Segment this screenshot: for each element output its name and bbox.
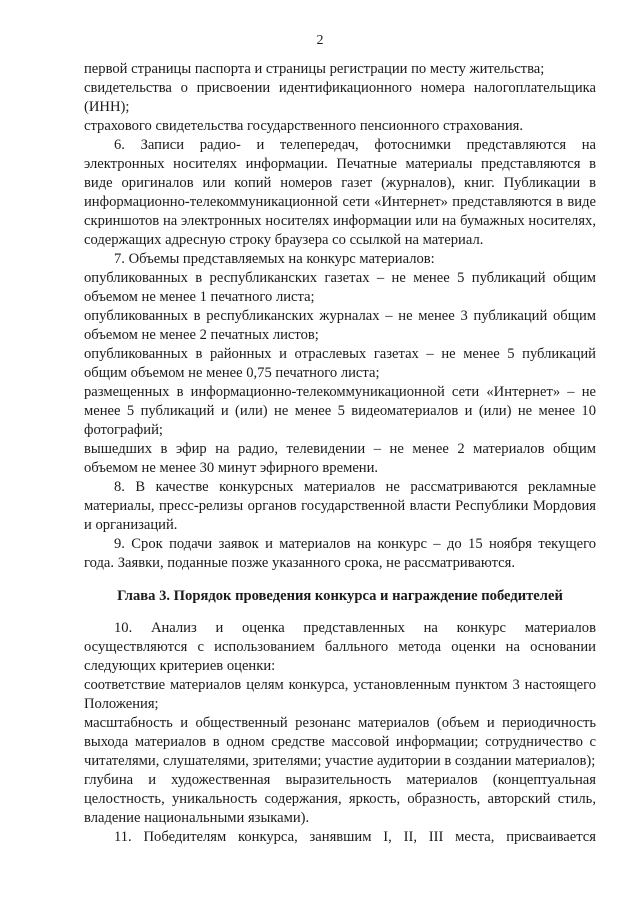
chapter-heading: Глава 3. Порядок проведения конкурса и награждение победителей xyxy=(117,588,563,604)
paragraph-inn-certificate: свидетельства о присвоении идентификационного номера налогоплательщика (ИНН); xyxy=(84,80,596,115)
paragraph-passport-pages: первой страницы паспорта и страницы регистрации по месту жительства; xyxy=(84,61,545,77)
paragraph-republic-newspapers: опубликованных в республиканских газетах – не менее 5 публикаций общим объемом не менее 1 печатного листа; xyxy=(84,270,596,305)
paragraph-item-10: 10. Анализ и оценка представленных на конкурс материалов осуществляются с использованием балльного метода оценки на основании следующих критериев оценки: xyxy=(84,620,596,674)
paragraph-broadcast-materials: вышедших в эфир на радио, телевидении – не менее 2 материалов общим объемом не менее 30 минут эфирного времени. xyxy=(84,441,596,476)
paragraph-item-6: 6. Записи радио- и телепередач, фотоснимки представляются на электронных носителях информации. Печатные материалы представляются в виде оригиналов или копий номеров газет (журналов), книг. Публикации в информационно-телекоммуникационной сети «Интернет» представляются в виде скриншотов на электронных носителях информации или на бумажных носителях, содержащих адресную строку браузера со ссылкой на материал. xyxy=(84,137,596,248)
paragraph-republic-journals: опубликованных в республиканских журналах – не менее 3 публикаций общим объемом не менее 2 печатных листов; xyxy=(84,308,596,343)
paragraph-internet-materials: размещенных в информационно-телекоммуникационной сети «Интернет» – не менее 5 публикаций и (или) не менее 5 видеоматериалов и (или) не менее 10 фотографий; xyxy=(84,384,596,438)
paragraph-criterion-conformity: соответствие материалов целям конкурса, установленным пунктом 3 настоящего Положения; xyxy=(84,677,596,712)
paragraph-item-8: 8. В качестве конкурсных материалов не рассматриваются рекламные материалы, пресс-релизы органов государственной власти Республики Мордовия и организаций. xyxy=(84,479,596,533)
document-body xyxy=(84,60,596,847)
paragraph-pension-certificate: страхового свидетельства государственного пенсионного страхования. xyxy=(84,118,523,134)
paragraph-item-9: 9. Срок подачи заявок и материалов на конкурс – до 15 ноября текущего года. Заявки, поданные позже указанного срока, не рассматриваются. xyxy=(84,536,596,571)
paragraph-criterion-depth: глубина и художественная выразительность материалов (концептуальная целостность, уникальность содержания, яркость, образность, авторский стиль, владение национальными языками). xyxy=(84,772,596,826)
paragraph-item-11: 11. Победителям конкурса, занявшим I, II, III места, присваивается xyxy=(114,829,596,845)
page-number: 2 xyxy=(316,33,324,48)
paragraph-item-7: 7. Объемы представляемых на конкурс материалов: xyxy=(114,251,435,267)
paragraph-district-newspapers: опубликованных в районных и отраслевых газетах – не менее 5 публикаций общим объемом не менее 0,75 печатного листа; xyxy=(84,346,596,381)
paragraph-criterion-scale: масштабность и общественный резонанс материалов (объем и периодичность выхода материалов в одном средстве массовой информации; сотрудничество с читателями, слушателями, зрителями; участие аудитории в создании материалов); xyxy=(84,715,596,769)
